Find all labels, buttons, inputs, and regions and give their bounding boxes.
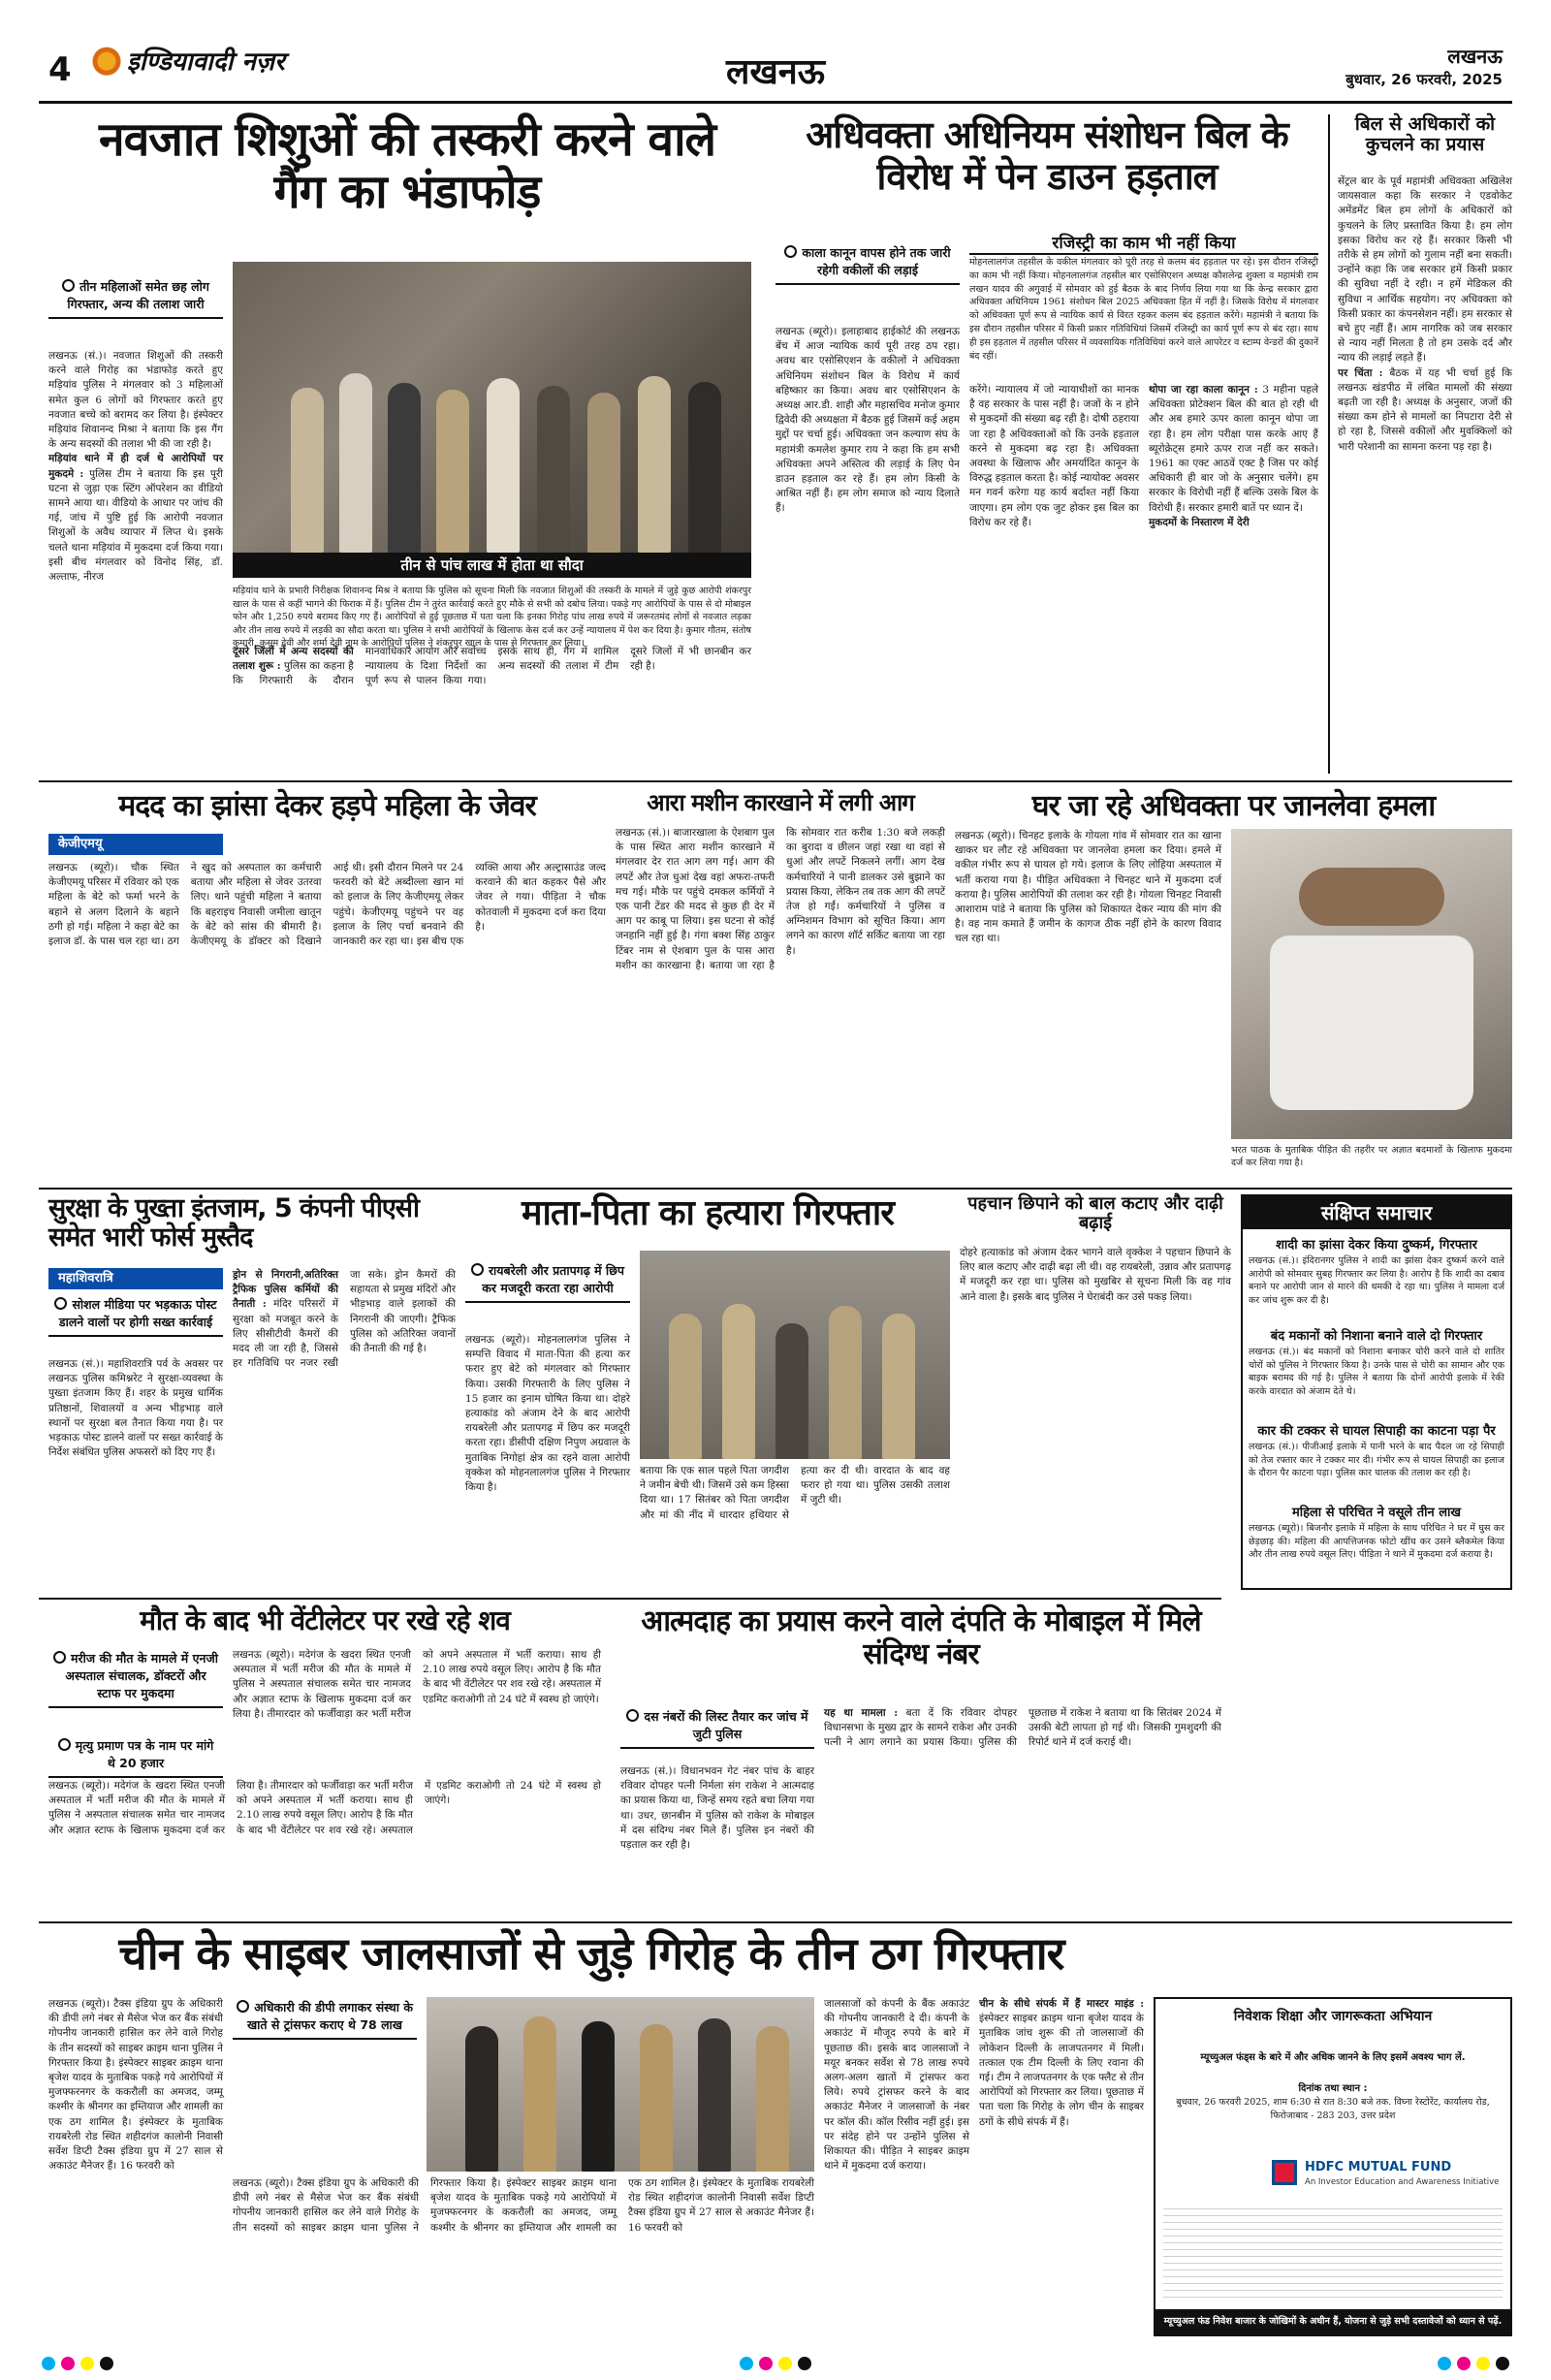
bullet-icon: [471, 1263, 484, 1276]
story9-body: दोहरे हत्याकांड को अंजाम देकर भागने वाले वृक्केश ने पहचान छिपाने के लिए बाल कटाए और दाढ़ी बढ़ा ली थी। वह रायबरेली, उन्नाव और प्रतापगढ़ में मजदूरी कर रहा था। पुलिस को मुखबिर से सूचना मिली कि वह गांव आने वाला है। इसके बाद पुलिस ने घेराबंदी कर उसे पकड़ लिया।: [960, 1247, 1231, 1303]
masthead: [0, 0, 1551, 107]
story12-body: लखनऊ (ब्यूरो)। टैक्स इंडिया ग्रुप के अधिकारी की डीपी लगे नंबर से मैसेज भेज कर बैंक संबंधी गोपनीय जानकारी हासिल कर लेने वाले गिरोह के तीन सदस्यों को साइबर क्राइम थाना पुलिस ने गिरफ्तार किया है। इंस्पेक्टर साइबर क्राइम थाना बृजेश यादव के मुताबिक पकड़े गये आरोपियों में मुजफ्फरनगर के ककरौली का अमजद, जम्मू कश्मीर के श्रीनगर का इम्तियाज और शामली का एक ठग शामिल है। इंस्पेक्टर के मुताबिक रायबरेली रोड स्थित शहीदगंज कालोनी निवासी सर्वेश डिप्टी टैक्स इंडिया ग्रुप में 27 साल से अकाउंट मैनेजर हैं। 16 फरवरी को: [48, 1998, 223, 2173]
registration-marks-bottom: [39, 2356, 1512, 2375]
story12-photo: [427, 1997, 814, 2172]
story7-body: लखनऊ (सं.)। महाशिवरात्रि पर्व के अवसर पर लखनऊ पुलिस कमिश्नरेट ने सुरक्षा-व्यवस्था के पुख्ता इंतजाम किए हैं। शहर के प्रमुख धार्मिक प्रतिष्ठानों, शिवालयों व अन्य भीड़भाड़ वाले स्थानों पर सुरक्षा बल तैनात किया गया है। पर भड़काऊ पोस्ट डालने वालों पर सख्त कार्रवाई के निर्देश संबंधित पुलिस अफसरों को दिए गए हैं।: [48, 1358, 223, 1459]
story12-body3: चीन के सीधे संपर्क में हैं मास्टर माइंड : इंस्पेक्टर साइबर क्राइम थाना बृजेश यादव के मुताबिक जांच शुरू की तो जालसाजों की लोकेशन दिल्ली के लाजपतनगर में मिली। तत्काल एक टीम दिल्ली के लिए रवाना की गई। टीम ने लाजपतनगर के एक फ्लैट से तीन आरोपियों को गिरफ्तार कर लिया। पूछताछ में पता चला कि गिरोह के लोग चीन के साइबर ठगों के सीधे संपर्क में हैं।: [979, 1998, 1144, 2128]
story8-body2: बताया कि एक साल पहले पिता जगदीश ने जमीन बेची थी। जिसमें उसे कम हिस्सा दिया था। 17 सितंबर को पिता जगदीश और मां की नींद में धारदार हथियार से हत्या कर दी थी। वारदात के बाद वह फरार हो गया था। पुलिस उसकी तलाश में जुटी थी।: [640, 1465, 950, 1521]
story12-body2: जालसाजों को कंपनी के बैंक अकाउंट की गोपनीय जानकारी दे दी। कंपनी के अकाउंट में मौजूद रुपये के बारे में पूछताछ की। इसके बाद जालसाजों ने मयूर बनकर सर्वेश से 78 लाख रुपये अलग-अलग खातों में ट्रांसफर करा लिये। रुपये ट्रांसफर करने के बाद अकाउंट मैनेजर ने जालसाजों के नंबर पर कॉल की। कॉल रिसीव नहीं हुई। इस पर संदेह होने पर उन्होंने पुलिस से शिकायत की। पीड़ित ने साइबर क्राइम थाने में मुकदमा दर्ज कराया।: [824, 1998, 969, 2173]
story7-kicker: सोशल मीडिया पर भड़काऊ पोस्ट डालने वालों पर होगी सख्त कार्रवाई: [48, 1294, 223, 1337]
story8-headline: माता-पिता का हत्यारा गिरफ्तार: [522, 1193, 894, 1233]
section-title: लखनऊ: [725, 52, 826, 92]
story2-intro: मोहनलालगंज तहसील के वकील मंगलवार को पूरी तरह से कलम बंद हड़ताल पर रहे। इस दौरान रजिस्ट्री का काम भी नहीं किया। मोहनलालगंज तहसील बार एसोसिएशन अध्यक्ष कौशलेन्द्र शुक्ला व महामंत्री राम लखन यादव की अगुवाई में सोमवार को हुई बैठक के बाद निर्णय लिया गया था कि केन्द्र सरकार द्वारा अधिवक्ता अधिनियम 1961 संशोधन बिल 2025 अधिवक्ता हित में नहीं है। जिसके विरोध में मंगलवार को अधिवक्ता पूर्ण रूप से न्यायिक कार्य से विरत रहकर कलम बंद हड़ताल करेंगे। महामंत्री ने बताया कि इस दौरान तहसील परिसर में किसी प्रकार गतिविधियां जिसमें रजिस्ट्री का कार्य पूर्ण रूप से बंद रहा। साथ ही इस हड़ताल में तहसील परिसर में व्यवसायिक गतिविधियां करने वाले आपरेटर व स्टाम्प वेन्डरों की दुकानें बंद रहीं।: [969, 257, 1318, 362]
story1-body2: दूसरे जिलों में अन्य सदस्यों की तलाश शुरू : पुलिस का कहना है कि गिरफ्तारी के दौरान मानवाधिकार आयोग और सर्वोच्च न्यायालय के दिशा निर्देशों का पूर्ण रूप से पालन किया गया। इसके साथ ही, गैंग में शामिल अन्य सदस्यों की तलाश में टीम दूसरे जिलों में भी छानबीन कर रही है।: [233, 646, 751, 687]
story1-body: मड़ियांव थाने के प्रभारी निरीक्षक शिवानन्द मिश्र ने बताया कि पुलिस को सूचना मिली कि नवजात शिशुओं की तस्करी के मामले में जुड़े कुछ आरोपी शंकरपुर खाल के पास से कहीं भागने की फिराक में हैं। पुलिस टीम ने तुरंत कार्रवाई करते हुए मौके से सभी को दबोच लिया। पकड़े गए आरोपियों के पास से दो मोबाइल फोन और 1,250 रुपये बरामद किए गए हैं। आरोपियों से हुई पूछताछ में पता चला कि इनका गिरोह पांच लाख रुपये में जरूरतमंद लोगों से नवजात लड़का और तीन लाख रुपये में लड़की का सौदा करता था। पुलिस ने सभी आरोपियों के खिलाफ केस दर्ज कर उन्हें न्यायालय में पेश कर दिया है। कुमार गौतम, संतोष कुमारी, कुसुम देवी और शर्मा देवी नाम के आरोपियों पुलिस ने शंकरपुर खाल के पास से गिरफ्तार कर लिया।: [233, 586, 751, 649]
story3-headline: बिल से अधिकारों को कुचलने का प्रयास: [1354, 113, 1496, 156]
bullet-icon: [237, 2000, 249, 2013]
story2-col2: करेंगे। न्यायालय में जो न्यायाधीशों का मानक है वह सरकार के पास नहीं है। जजों के न होने से मुकदमों की संख्या बढ़ रही है। दोषी ठहराया जा रहा है अधिवक्ताओं को कि उनके हड़ताल करने से मुकदमा बढ़ रहा है। अधिवक्ता अवस्था के खिलाफ और अमर्यादित कानून के विरुद्ध हड़ताल करता है। कोई न्यायोक्ट अवसर मन गवर्न करेगा यह कार्य बर्दाश्त नहीं किया जाएगा। हम लोग एक जुट होकर इस बिल का विरोध कर रहे हैं।: [969, 384, 1139, 528]
story11-body: लखनऊ (सं.)। विधानभवन गेट नंबर पांच के बाहर रविवार दोपहर पत्नी निर्मला संग राकेश ने आत्मदाह का प्रयास किया था, जिन्हें समय रहते बचा लिया गया था। उधर, छानबीन में पुलिस को राकेश के मोबाइल में दस संदिग्ध नंबर मिले हैं। पुलिस इन नंबरों की पड़ताल कर रही है।: [620, 1765, 814, 1852]
story1-col1: लखनऊ (सं.)। नवजात शिशुओं की तस्करी करने वाले गिरोह का भंडाफोड़ करते हुए मड़ियांव पुलिस ने मंगलवार को 3 महिलाओं समेत कुल 6 लोगों को गिरफ्तार करते हुए नवजात बच्चे को बरामद कर लिया है। इंस्पेक्टर मड़ियांव शिवानन्द मिश्रा ने बताया कि इस गैंग के अन्य सदस्यों की तलाश भी की जा रही है। मड़ियांव थाने में ही दर्ज थे आरोपियों पर मुकदमे : पुलिस टीम ने बताया कि इस पूरी घटना से जुड़ा एक स्टिंग ऑपरेशन का वीडियो सामने आया था। वीडियो के आधार पर जांच की गई, जांच में पुष्टि हुई कि आरोपी नवजात शिशुओं के अवैध व्यापार में लिप्त थे। इसके चलते थाना मड़ियांव में मुकदमा दर्ज किया गया। इसी बीच मंगलवार को विनोद सिंह, डॉ. अल्ताफ, नीरज: [48, 350, 223, 584]
story4-body: लखनऊ (ब्यूरो)। चौक स्थित केजीएमयू परिसर में रविवार को एक महिला के बेटे को फर्मा भरने के बहाने से अलग दिलाने के बहाने ठगी हो गई। महिला ने कहा बेटे का इलाज डॉ. के पास चल रहा था। ठग ने खुद को अस्पताल का कर्मचारी बताया और महिला से जेवर उतरवा लिए। थाने पहुंची महिला ने बताया कि बहराइच निवासी जमीला खातून के बेटे को सांस की बीमारी है। केजीएमयू के डॉक्टर को दिखाने आई थी। इसी दौरान मिलने पर 24 फरवरी को बेटे अब्दील्ला खान मां को इलाज के लिए केजीएमयू लेकर पहुंचे। केजीएमयू पहुंचने पर वह इलाज के लिए पर्चा बनवाने की जानकारी कर रहा था। इस बीच एक व्यक्ति आया और अल्ट्रासाउंड जल्द करवाने की बात कहकर पैसे और जेवर ले गया। पीड़िता ने चौक कोतवाली में मुकदमा दर्ज करा दिया है।: [48, 862, 606, 948]
ad-brand: HDFC MUTUAL FUND: [1305, 2160, 1452, 2174]
story5-headline: आरा मशीन कारखाने में लगी आग: [647, 789, 914, 816]
story2-col3: थोपा जा रहा काला कानून : 3 महीना पहले अधिवक्ता प्रोटेक्शन बिल की बात हो रही थी और अब हमारे ऊपर काला कानून थोपा जा रहा है। हम लोग परीक्षा पास करके आए हैं ब्यूरोक्रेट्स हमारे ऊपर राज नहीं कर सकते। 1961 का एक्ट आठवें एक्ट है जिस पर कोई अधिकारी ही बार जो के अनुसार चलेंगे। हम सरकार के विरोधी नहीं हैं बल्कि उसके बिल के विरोधी हैं। सरकार हमारी बातें पर ध्यान दें। मुकदमों के निस्तारण में देरी: [1149, 384, 1318, 528]
story9-headline: पहचान छिपाने को बाल कटाए और दाढ़ी बढ़ाई: [967, 1193, 1223, 1234]
logo: [92, 43, 325, 97]
row-divider: [39, 1188, 1512, 1190]
story3-body: सेंट्रल बार के पूर्व महामंत्री अधिवक्ता अखिलेश जायसवाल कहा कि सरकार ने एडवोकेट अमेंडमेंट बिल हम लोगों के अधिकारों को कुचलने के लिए प्रस्तावित किया है। हम लोग इसका विरोध कर रहे हैं। सरकार किसी भी तरीके से हम लोगों को गुलाम नहीं बना सकती। उन्होंने कहा कि जब सरकार हमें किसी प्रकार की सुविधा नहीं दे रही। न हमें मेडिकल की सुविधा न आर्थिक सहयोग। नए अधिवक्ता को किसी प्रकार का कंपनसेशन नहीं। हम सरकार से बचे हुए नहीं हैं। आम नागरिक को जब सरकार से न्याय नहीं मिलता है तो हम उसके दर्द और न्याय की लड़ाई लड़ते हैं। पर चिंता : बैठक में यह भी चर्चा हुई कि लखनऊ खंडपीठ में लंबित मामलों की संख्या बढ़ती जा रही है। अध्यक्ष के अनुसार, जजों की संख्या कम होने से मामलों का निपटारा देरी से हो रहा है, जिससे वकीलों और मुवक्किलों को भारी परेशानी का सामना करना पड़ रहा है।: [1338, 175, 1512, 453]
page-number: 4: [48, 50, 72, 89]
ad-tagline: म्यूच्युअल फंड्स के बारे में और अधिक जानने के लिए इसमें अवश्य भाग लें.: [1200, 2052, 1466, 2063]
story2-subheadline: रजिस्ट्री का काम भी नहीं किया: [969, 231, 1318, 255]
ad-brand-block: [1272, 2156, 1504, 2195]
story12-kicker: अधिकारी की डीपी लगाकर संस्था के खाते से ट्रांसफर कराए थे 78 लाख: [233, 1997, 417, 2040]
logo-text: इण्डियावादी नज़र: [127, 48, 285, 77]
row-divider: [39, 1921, 1512, 1923]
logo-emblem-icon: [92, 47, 121, 83]
brief3-body: लखनऊ (सं.)। पीजीआई इलाके में पानी भरने के बाद पैदल जा रहे सिपाही को तेज रफ्तार कार ने टक्कर मार दी। गंभीर रूप से घायल सिपाही का इलाज के दौरान पैर काटना पड़ा। पुलिस कार चालक की तलाश कर रही है।: [1249, 1442, 1504, 1478]
story8-body: लखनऊ (ब्यूरो)। मोहनलालगंज पुलिस ने सम्पत्ति विवाद में माता-पिता की हत्या कर फरार हुए बेटे को मंगलवार को गिरफ्तार किया। उसकी गिरफ्तारी के लिए पुलिस ने 15 हजार का इनाम घोषित किया था। दोहरे हत्याकांड को अंजाम देने के बाद आरोपी रायबरेली और प्रतापगढ़ में छिप कर मजदूरी करता रहा। डीसीपी दक्षिण निपुण अग्रवाल के मुताबिक निगोहां क्षेत्र का रहने वाला आरोपी वृक्केश को मोहनलालगंज पुलिस ने गिरफ्तार किया है।: [465, 1334, 630, 1494]
brief3-headline: कार की टक्कर से घायल सिपाही का काटना पड़ा पैर: [1257, 1424, 1496, 1439]
bullet-icon: [53, 1651, 66, 1664]
hdfc-logo-icon: [1272, 2160, 1297, 2185]
story2-headline: अधिवक्ता अधिनियम संशोधन बिल के विरोध में पेन डाउन हड़ताल: [806, 113, 1288, 198]
story4-headline: मदद का झांसा देकर हड़पे महिला के जेवर: [118, 789, 536, 823]
briefs-title: संक्षिप्त समाचार: [1243, 1196, 1510, 1229]
story12-body-mid: लखनऊ (ब्यूरो)। टैक्स इंडिया ग्रुप के अधिकारी की डीपी लगे नंबर से मैसेज भेज कर बैंक संबंधी गोपनीय जानकारी हासिल कर लेने वाले गिरोह के तीन सदस्यों को साइबर क्राइम थाना पुलिस ने गिरफ्तार किया है। इंस्पेक्टर साइबर क्राइम थाना बृजेश यादव के मुताबिक पकड़े गये आरोपियों में मुजफ्फरनगर के ककरौली का अमजद, जम्मू कश्मीर के श्रीनगर का इम्तियाज और शामली का एक ठग शामिल है। इंस्पेक्टर के मुताबिक रायबरेली रोड स्थित शहीदगंज कालोनी निवासी सर्वेश डिप्टी टैक्स इंडिया ग्रुप में 27 साल से अकाउंट मैनेजर हैं। 16 फरवरी को: [233, 2177, 814, 2234]
bullet-icon: [784, 245, 797, 258]
story1-photo: [233, 262, 751, 553]
story5-body: लखनऊ (सं.)। बाजारखाला के ऐशबाग पुल के पास स्थित आरा मशीन कारखाने में मंगलवार देर रात आग लग गई। आग की लपटें और तेज धुआं देख वहां अफरा-तफरी मच गई। मौके पर पहुंचे दमकल कर्मियों ने एक पानी टेंडर की मदद से कुछ ही देर में आग पर काबू पा लिया। इस घटना से कोई जनहानि नहीं हुई है। गंगा बक्श सिंह ठाकुर टिंबर नाम से ऐशबाग पुल के पास आरा मशीन का कारखाना है। बताया जा रहा है कि सोमवार रात करीब 1:30 बजे लकड़ी का बुरादा व छीलन जहां रखा था वहां से धुआं और लपटें निकलने लगीं। आग देख कर्मचारियों ने पानी डालकर उसे बुझाने का प्रयास किया, लेकिन तब तक आग की लपटें तेज हो गईं। कर्मचारियों ने पुलिस व अग्निशमन विभाग को सूचित किया। आग लगने का कारण शॉर्ट सर्किट बताया जा रहा है।: [616, 827, 945, 971]
brief4-headline: महिला से परिचित ने वसूले तीन लाख: [1291, 1506, 1462, 1520]
story6-photo-caption: भरत पाठक के मुताबिक पीड़ित की तहरीर पर अज्ञात बदमाशों के खिलाफ मुकदमा दर्ज कर लिया गया है।: [1231, 1145, 1512, 1168]
story6-headline: घर जा रहे अधिवक्ता पर जानलेवा हमला: [1031, 789, 1436, 823]
ad-title: निवेशक शिक्षा और जागरूकता अभियान: [1233, 2009, 1433, 2024]
story11-headline: आत्मदाह का प्रयास करने वाले दंपति के मोबाइल में मिले संदिग्ध नंबर: [641, 1604, 1201, 1671]
story2-kicker: काला कानून वापस होने तक जारी रहेगी वकीलों की लड़ाई: [776, 242, 960, 285]
briefs-box: [1241, 1194, 1512, 1590]
brief2-body: लखनऊ (सं.)। बंद मकानों को निशाना बनाकर चोरी करने वाले दो शातिर चोरों को पुलिस ने गिरफ्तार किया है। उनके पास से चोरी का सामान और एक बाइक बरामद की गई है। पुलिस ने बताया कि दोनों आरोपी इलाके में रेकी करके वारदात को अंजाम देते थे।: [1249, 1347, 1504, 1397]
story1-photo-caption: तीन से पांच लाख में होता था सौदा: [233, 553, 751, 578]
bullet-icon: [62, 279, 75, 292]
story8-kicker: रायबरेली और प्रतापगढ़ में छिप कर मजदूरी करता रहा आरोपी: [465, 1260, 630, 1303]
story7-body2: ड्रोन से निगरानी,अतिरिक्त ट्रैफिक पुलिस कर्मियों की तैनाती : मंदिर परिसरों में सुरक्षा को मजबूत करने के लिए सीसीटीवी कैमरों की मदद ली जा रही है, जिससे हर गतिविधि पर नजर रखी जा सके। ड्रोन कैमरों की सहायता से प्रमुख मंदिरों और भीड़भाड़ वाले इलाकों की निगरानी की जाएगी। ट्रैफिक पुलिस को अतिरिक्त जवानों की तैनाती की गई है।: [233, 1269, 456, 1370]
brief1-body: लखनऊ (सं.)। इंदिरानगर पुलिस ने शादी का झांसा देकर दुष्कर्म करने वाले आरोपी को सोमवार सुबह गिरफ्तार कर लिया है। आरोप है कि शादी का दबाव बनाने पर आरोपी जान से मारने की धमकी दे रहा था। पुलिस ने मामला दर्ज कर जांच शुरू कर दी है।: [1249, 1255, 1504, 1306]
ad-brand-sub: An Investor Education and Awareness Initiative: [1305, 2177, 1500, 2187]
brief2-headline: बंद मकानों को निशाना बनाने वाले दो गिरफ्तार: [1270, 1329, 1483, 1344]
story8-photo: [640, 1251, 950, 1459]
date-label: बुधवार, 26 फरवरी, 2025: [1345, 71, 1503, 88]
story6-body: लखनऊ (ब्यूरो)। चिनहट इलाके के गोयला गांव में सोमवार रात का खाना खाकर घर लौट रहे अधिवक्ता पर जानलेवा हमला कर दिया। हमले में वकील गंभीर रूप से घायल हो गये। इलाज के लिए लोहिया अस्पताल में भर्ती कराया गया है। पीड़ित अधिवक्ता ने चिनहट थाने में मुकदमा दर्ज कराया है। पुलिस आरोपियों की तलाश कर रही है। गोयला चिनहट निवासी आशाराम पांडे ने बताया कि पुलिस को शिकायत देकर न्याय की मांग की है। वह नाम कमाते हैं जमीन के कागज ठीक नहीं होने के कारण विवाद चल रहा था।: [955, 830, 1221, 945]
brief4-body: लखनऊ (ब्यूरो)। बिजनौर इलाके में महिला के साथ परिचित ने घर में घुस कर छेड़छाड़ की। महिला की आपत्तिजनक फोटो खींच कर उसने ब्लैकमेल किया और तीन लाख रुपये वसूल लिए। पीड़िता ने थाने में मुकदमा दर्ज कराया है।: [1249, 1523, 1504, 1560]
bullet-icon: [58, 1738, 71, 1751]
masthead-rule: [39, 101, 1512, 104]
ad-fine-print: म्यूच्युअल फंड निवेश बाजार के जोखिमों के अधीन हैं, योजना से जुड़े सभी दस्तावेजों को ध्यान से पढ़ें.: [1155, 2309, 1510, 2334]
story4-tag: केजीएमयू: [48, 834, 223, 855]
story7-headline: सुरक्षा के पुख्ता इंतजाम, 5 कंपनी पीएसी समेत भारी फोर्स मुस्तैद: [48, 1193, 420, 1253]
story12-headline: चीन के साइबर जालसाजों से जुड़े गिरोह के तीन ठग गिरफ्तार: [118, 1927, 1064, 1980]
story1-headline: नवजात शिशुओं की तस्करी करने वाले गैंग का भंडाफोड़: [98, 112, 716, 219]
story11-body2: यह था मामला : बता दें कि रविवार दोपहर विधानसभा के मुख्य द्वार के सामने राकेश और उनकी पत्नी ने आग लगाने का प्रयास किया। पुलिस की पूछताछ में राकेश ने बताया था कि सितंबर 2024 में उसकी बेटी लापता हो गई थी। जिसकी गुमशुदगी की रिपोर्ट थाने में दर्ज कराई थी।: [824, 1707, 1221, 1749]
story6-photo: [1231, 829, 1512, 1139]
ad-fine-print-block: [1163, 2203, 1503, 2300]
bullet-icon: [626, 1709, 639, 1722]
story10-kicker1: मरीज की मौत के मामले में एनजी अस्पताल संचालक, डॉक्टरों और स्टाफ पर मुकदमा: [48, 1648, 223, 1708]
story10-body: लखनऊ (ब्यूरो)। मदेगंज के खदरा स्थित एनजी अस्पताल में भर्ती मरीज की मौत के मामले में पुलिस ने अस्पताल संचालक समेत चार नामजद और अज्ञात स्टाफ के खिलाफ मुकदमा दर्ज कर लिया है। तीमारदार को फर्जीवाड़ा कर भर्ती मरीज को अपने अस्पताल में भर्ती कराया। साथ ही 2.10 लाख रुपये वसूल लिए। आरोप है कि मौत के बाद भी वेंटीलेटर पर शव रखे रहे। अस्पताल में एडमिट कराओगी तो 24 घंटे में स्वस्थ हो जाएंगे।: [48, 1780, 601, 1836]
brief1-headline: शादी का झांसा देकर किया दुष्कर्म, गिरफ्तार: [1276, 1238, 1477, 1253]
story1-kicker: तीन महिलाओं समेत छह लोग गिरफ्तार, अन्य की तलाश जारी: [48, 276, 223, 319]
bullet-icon: [54, 1297, 67, 1310]
ad-event-label: दिनांक तथा स्थान :: [1298, 2083, 1368, 2094]
story7-tag: महाशिवरात्रि: [48, 1268, 223, 1289]
ad-event: बुधवार, 26 फरवरी 2025, शाम 6:30 से रात 8:30 बजे तक. विघ्ना रेस्टोरेंट, कार्यालय रोड, फिरोजाबाद - 283 203, उत्तर प्रदेश: [1176, 2097, 1490, 2121]
row-divider: [39, 1598, 1221, 1600]
story10-headline: मौत के बाद भी वेंटीलेटर पर रखे रहे शव: [140, 1604, 510, 1636]
city-label: लखनऊ: [1447, 45, 1503, 68]
story11-kicker: दस नंबरों की लिस्ट तैयार कर जांच में जुटी पुलिस: [620, 1706, 814, 1749]
story2-col1: लखनऊ (ब्यूरो)। इलाहाबाद हाईकोर्ट की लखनऊ बेंच में आज न्यायिक कार्य पूरी तरह ठप रहा। अवध बार एसोसिएशन के वकीलों ने अधिवक्ता अधिनियम संशोधन बिल के विरोध में कार्य बहिष्कार का किया। अवध बार एसोसिएशन के अध्यक्ष आर.डी. शाही और महासचिव मनोज कुमार द्विवेदी की अध्यक्षता में बैठक हुई जिसमें कई अहम मुद्दों पर चर्चा हुई। अधिवक्ता जन कल्याण संघ के महामंत्री कमलेश कुमार राय ने कहा कि हम सभी अधिवक्ता अपने अस्तित्व की लड़ाई के लिए पेन डाउन हड़ताल कर रहे हैं। हम लोग किसी के आश्रित नहीं हैं। हम लोग समाज को न्याय दिलाते हैं।: [776, 326, 960, 515]
row-divider: [39, 780, 1512, 782]
ad-box: [1154, 1997, 1512, 2336]
story10-kicker2: मृत्यु प्रमाण पत्र के नाम पर मांगे थे 20 हजार: [48, 1735, 223, 1778]
story10-body-top: लखनऊ (ब्यूरो)। मदेगंज के खदरा स्थित एनजी अस्पताल में भर्ती मरीज की मौत के मामले में पुलिस ने अस्पताल संचालक समेत चार नामजद और अज्ञात स्टाफ के खिलाफ मुकदमा दर्ज कर लिया है। तीमारदार को फर्जीवाड़ा कर भर्ती मरीज को अपने अस्पताल में भर्ती कराया। साथ ही 2.10 लाख रुपये वसूल लिए। आरोप है कि मौत के बाद भी वेंटीलेटर पर शव रखे रहे। अस्पताल में एडमिट कराओगी तो 24 घंटे में स्वस्थ हो जाएंगे।: [233, 1649, 601, 1720]
story3-divider: [1328, 114, 1330, 774]
